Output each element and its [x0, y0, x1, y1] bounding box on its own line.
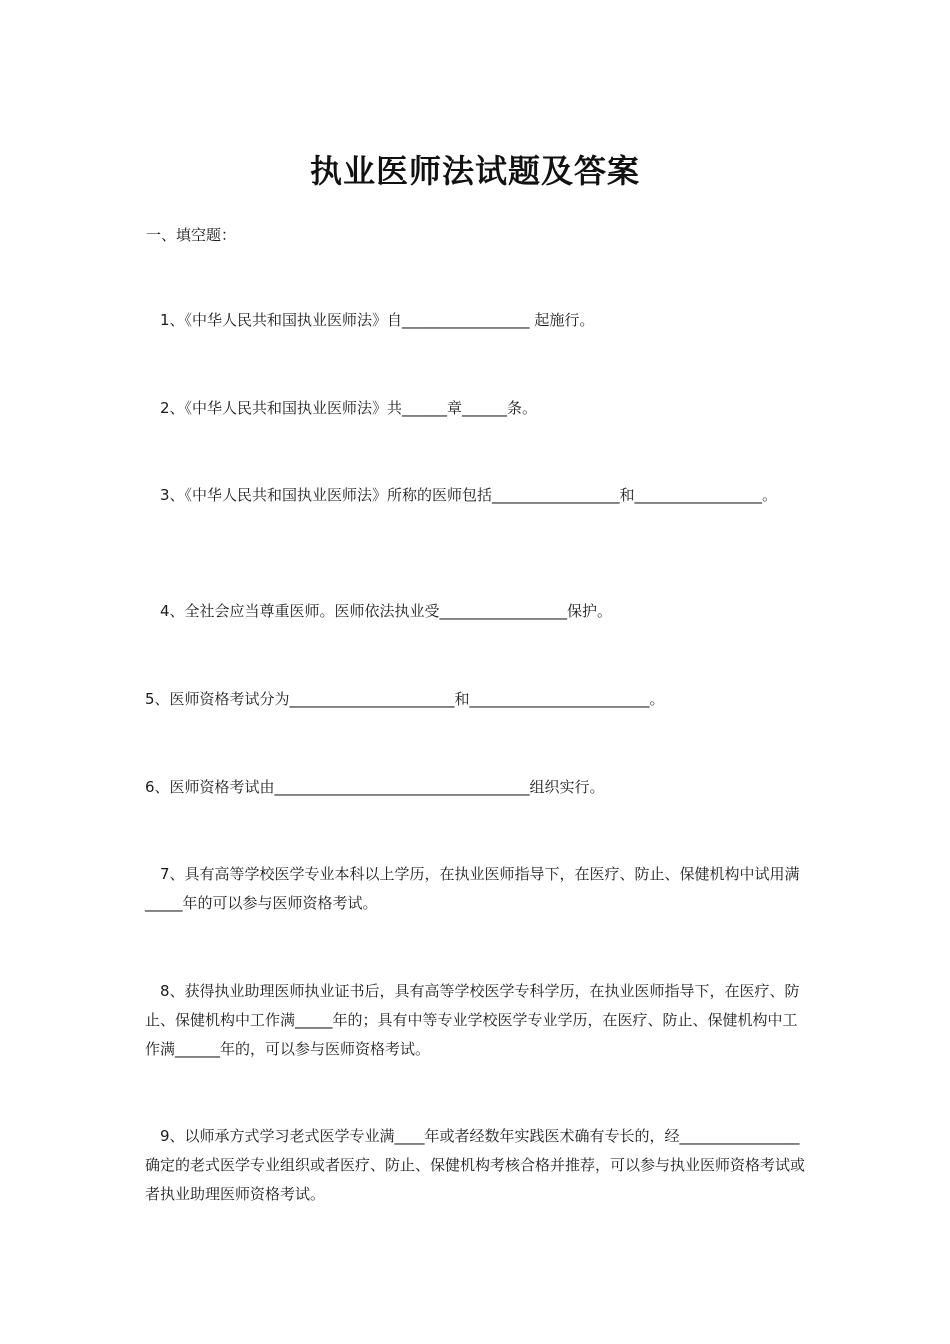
question-1: 1、《中华人民共和国执业医师法》自_________________ 起施行。 — [160, 311, 595, 329]
question-9: 9、以师承方式学习老式医学专业满____年或者经数年实践医术确有专长的，经________________确定的老式医学专业组织或者医疗、防止、保健机构考核合格并推荐，可以参与执业医师资格考试或者执业助理医师资格考试。 — [145, 1127, 806, 1203]
question-2: 2、《中华人民共和国执业医师法》共______章______条。 — [160, 399, 538, 417]
question-3: 3、《中华人民共和国执业医师法》所称的医师包括_________________和_________________。 — [160, 486, 778, 504]
question-4: 4、全社会应当尊重医师。医师依法执业受_________________保护。 — [160, 602, 613, 620]
question-5: 5、医师资格考试分为______________________和________________________。 — [145, 690, 665, 708]
question-8: 8、获得执业助理医师执业证书后，具有高等学校医学专科学历，在执业医师指导下，在医疗、防止、保健机构中工作满_____年的；具有中等专业学校医学专业学历，在医疗、防止、保健机构中工作满______年的，可以参与医师资格考试。 — [145, 982, 800, 1058]
section-heading: 一、填空题： — [146, 226, 237, 244]
question-6: 6、医师资格考试由__________________________________组织实行。 — [145, 778, 605, 796]
question-7: 7、具有高等学校医学专业本科以上学历，在执业医师指导下，在医疗、防止、保健机构中试用满_____年的可以参与医师资格考试。 — [145, 865, 800, 912]
document-title: 执业医师法试题及答案 — [309, 152, 640, 190]
